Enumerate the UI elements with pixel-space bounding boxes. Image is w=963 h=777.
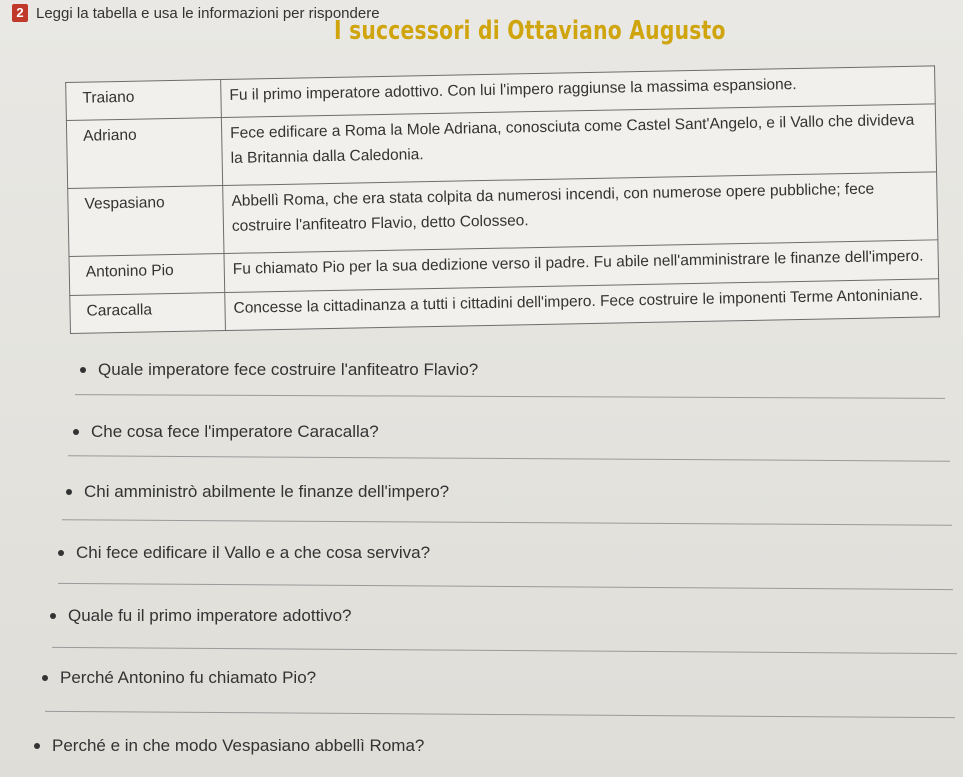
instruction-text: Leggi la tabella e usa le informazioni per rispondere [36, 4, 380, 22]
question-item [73, 422, 379, 442]
bullet-icon [73, 429, 79, 435]
emperor-description: Abbellì Roma, che era stata colpita da numerosi incendi, con numerose opere pubbliche; fece costruire l'anfiteatro Flavio, detto Colosseo. [223, 172, 938, 254]
question-text: Che cosa fece l'imperatore Caracalla? [91, 422, 379, 441]
bullet-icon [80, 367, 86, 373]
answer-line[interactable] [62, 519, 952, 525]
answer-line[interactable] [68, 455, 950, 461]
question-item [66, 482, 449, 502]
emperor-name: Traiano [66, 80, 222, 121]
emperor-description: Fu chiamato Pio per la sua dedizione verso il padre. Fu abile nell'amministrare le finanze dell'impero. [224, 240, 939, 292]
emperor-name: Caracalla [70, 292, 226, 333]
answer-line[interactable] [75, 394, 945, 399]
answer-line[interactable] [58, 583, 953, 590]
answer-line[interactable] [45, 711, 955, 718]
emperor-name: Antonino Pio [69, 254, 225, 295]
answer-line[interactable] [52, 647, 957, 654]
question-text: Chi amministrò abilmente le finanze dell'impero? [84, 482, 450, 501]
bullet-icon [58, 550, 64, 556]
question-text: Perché Antonino fu chiamato Pio? [60, 668, 317, 687]
exercise-number: 2 [12, 4, 28, 22]
question-text: Quale imperatore fece costruire l'anfiteatro Flavio? [98, 360, 479, 379]
question-item [50, 606, 351, 626]
question-text: Chi fece edificare il Vallo e a che cosa serviva? [76, 543, 431, 562]
emperor-description: Concesse la cittadinanza a tutti i cittadini dell'impero. Fece costruire le imponenti Terme Antoniniane. [225, 279, 940, 331]
question-text: Quale fu il primo imperatore adottivo? [68, 606, 352, 625]
bullet-icon [42, 675, 48, 681]
table-title: I successori di Ottaviano Augusto [334, 16, 726, 46]
question-item [34, 736, 424, 756]
bullet-icon [34, 743, 40, 749]
question-text: Perché e in che modo Vespasiano abbellì Roma? [52, 736, 425, 755]
emperor-description: Fu il primo imperatore adottivo. Con lui l'impero raggiunse la massima espansione. [221, 66, 936, 118]
bullet-icon [66, 489, 72, 495]
emperor-name: Adriano [66, 118, 222, 189]
emperor-description: Fece edificare a Roma la Mole Adriana, conosciuta come Castel Sant'Angelo, e il Vallo che divideva la Britannia dalla Caledonia. [221, 104, 936, 186]
bullet-icon [50, 613, 56, 619]
question-item [58, 543, 430, 563]
question-item [80, 360, 478, 380]
question-item [42, 668, 316, 688]
emperor-name: Vespasiano [68, 186, 224, 257]
